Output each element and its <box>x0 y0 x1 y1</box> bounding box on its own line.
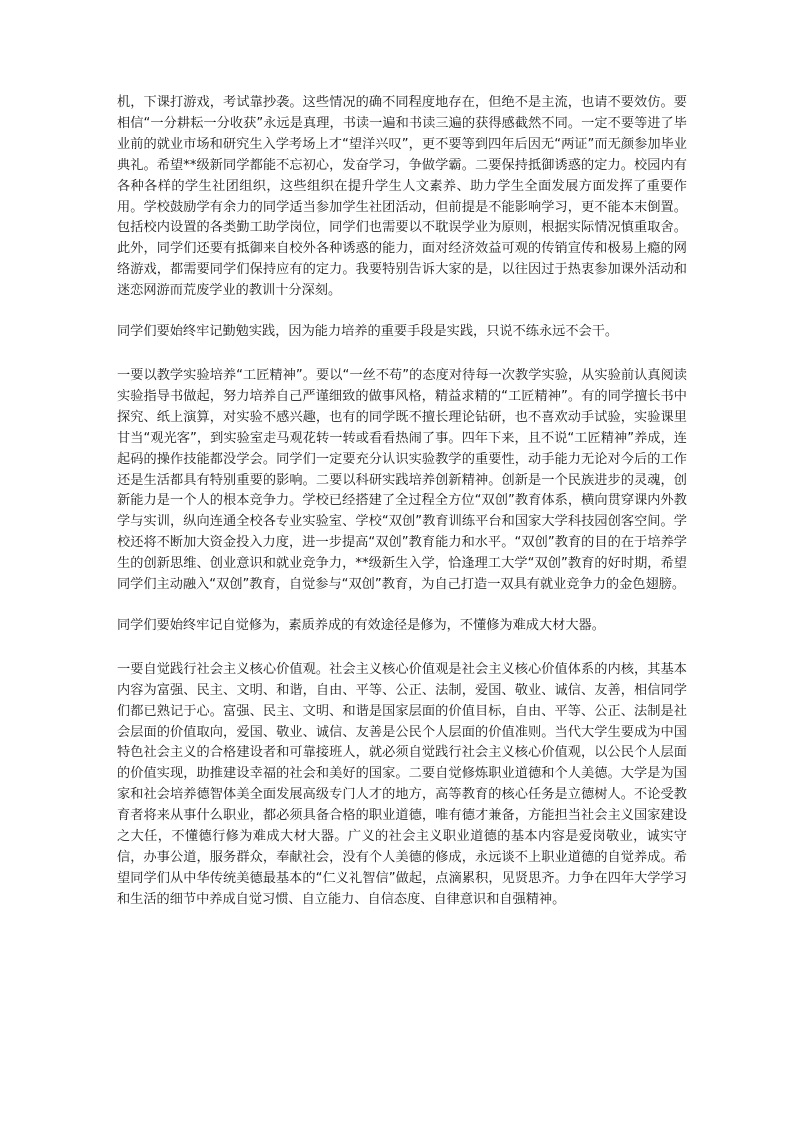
paragraph-self-cultivation-heading: 同学们要始终牢记自觉修为，素质养成的有效途径是修为，不懂修为难成大材大器。 <box>117 617 605 633</box>
paragraph-study-and-temptation: 机，下课打游戏，考试靠抄袭。这些情况的确不同程度地存在，但绝不是主流，也请不要效仿。要相信“一分耕耘一分收获”永远是真理，书读一遍和书读三遍的获得感截然不同。一定不要等进了毕业前的就业市场和研究生入学考场上才“望洋兴叹”，更不要等到四年后因无“两证”而无颜参加毕业典礼。希望**级新同学都能不忘初心，发奋学习，争做学霸。二要保持抵御诱惑的定力。校园内有各种各样的学生社团组织，这些组织在提升学生人文素养、助力学生全面发展方面发挥了重要作用。学校鼓励学有余力的同学适当参加学生社团活动，但前提是不能影响学习，更不能本末倒置。包括校内设置的各类勤工助学岗位，同学们也需要以不耽误学业为原则，根据实际情况慎重取舍。此外，同学们还要有抵御来自校外各种诱惑的能力，面对经济效益可观的传销宣传和极易上瘾的网络游戏，都需要同学们保持应有的定力。我要特别告诉大家的是，以往因过于热衷参加课外活动和迷恋网游而荒废学业的教训十分深刻。 <box>117 95 687 299</box>
document-page <box>117 93 687 911</box>
paragraph-practice-heading: 同学们要始终牢记勤勉实践，因为能力培养的重要手段是实践，只说不练永远不会干。 <box>117 324 619 340</box>
paragraph-experiment-and-innovation: 一要以教学实验培养“工匠精神”。要以“一丝不苟”的态度对待每一次教学实验，从实验前认真阅读实验指导书做起，努力培养自己严谨细致的做事风格，精益求精的“工匠精神”。有的同学擅长书中探究、纸上演算，对实验不感兴趣，也有的同学既不擅长理论钻研，也不喜欢动手试验，实验课里甘当“观光客”，到实验室走马观花转一转或看看热闹了事。四年下来，且不说“工匠精神”养成，连起码的操作技能都没学会。同学们一定要充分认识实验教学的重要性，动手能力无论对今后的工作还是生活都具有特别重要的影响。二要以科研实践培养创新精神。创新是一个民族进步的灵魂，创新能力是一个人的根本竞争力。学校已经搭建了全过程全方位“双创”教育体系，横向贯穿课内外教学与实训，纵向连通全校各专业实验室、学校“双创”教育训练平台和国家大学科技园创客空间。学校还将不断加大资金投入力度，进一步提高“双创”教育能力和水平。“双创”教育的目的在于培养学生的创新思维、创业意识和就业竞争力，**级新生入学，恰逢理工大学“双创”教育的好时期，希望同学们主动融入“双创”教育，自觉参与“双创”教育，为自己打造一双具有就业竞争力的金色翅膀。 <box>117 367 687 593</box>
paragraph-core-values-and-ethics: 一要自觉践行社会主义核心价值观。社会主义核心价值观是社会主义核心价值体系的内核，其基本内容为富强、民主、文明、和谐，自由、平等、公正、法制，爱国、敬业、诚信、友善，相信同学们都已熟记于心。富强、民主、文明、和谐是国家层面的价值目标，自由、平等、公正、法制是社会层面的价值取向，爱国、敬业、诚信、友善是公民个人层面的价值准则。当代大学生要成为中国特色社会主义的合格建设者和可靠接班人，就必须自觉践行社会主义核心价值观，以公民个人层面的价值实现，助推建设幸福的社会和美好的国家。二要自觉修炼职业道德和个人美德。大学是为国家和社会培养德智体美全面发展高级专门人才的地方，高等教育的核心任务是立德树人。不论受教育者将来从事什么职业，都必须具备合格的职业道德，唯有德才兼备，方能担当社会主义国家建设之大任，不懂德行修为难成大材大器。广义的社会主义职业道德的基本内容是爱岗敬业，诚实守信，办事公道，服务群众，奉献社会，没有个人美德的修成，永远谈不上职业道德的自觉养成。希望同学们从中华传统美德最基本的“仁义礼智信”做起，点滴累积，见贤思齐。力争在四年大学学习和生活的细节中养成自觉习惯、自立能力、自信态度、自律意识和自强精神。 <box>117 661 687 907</box>
